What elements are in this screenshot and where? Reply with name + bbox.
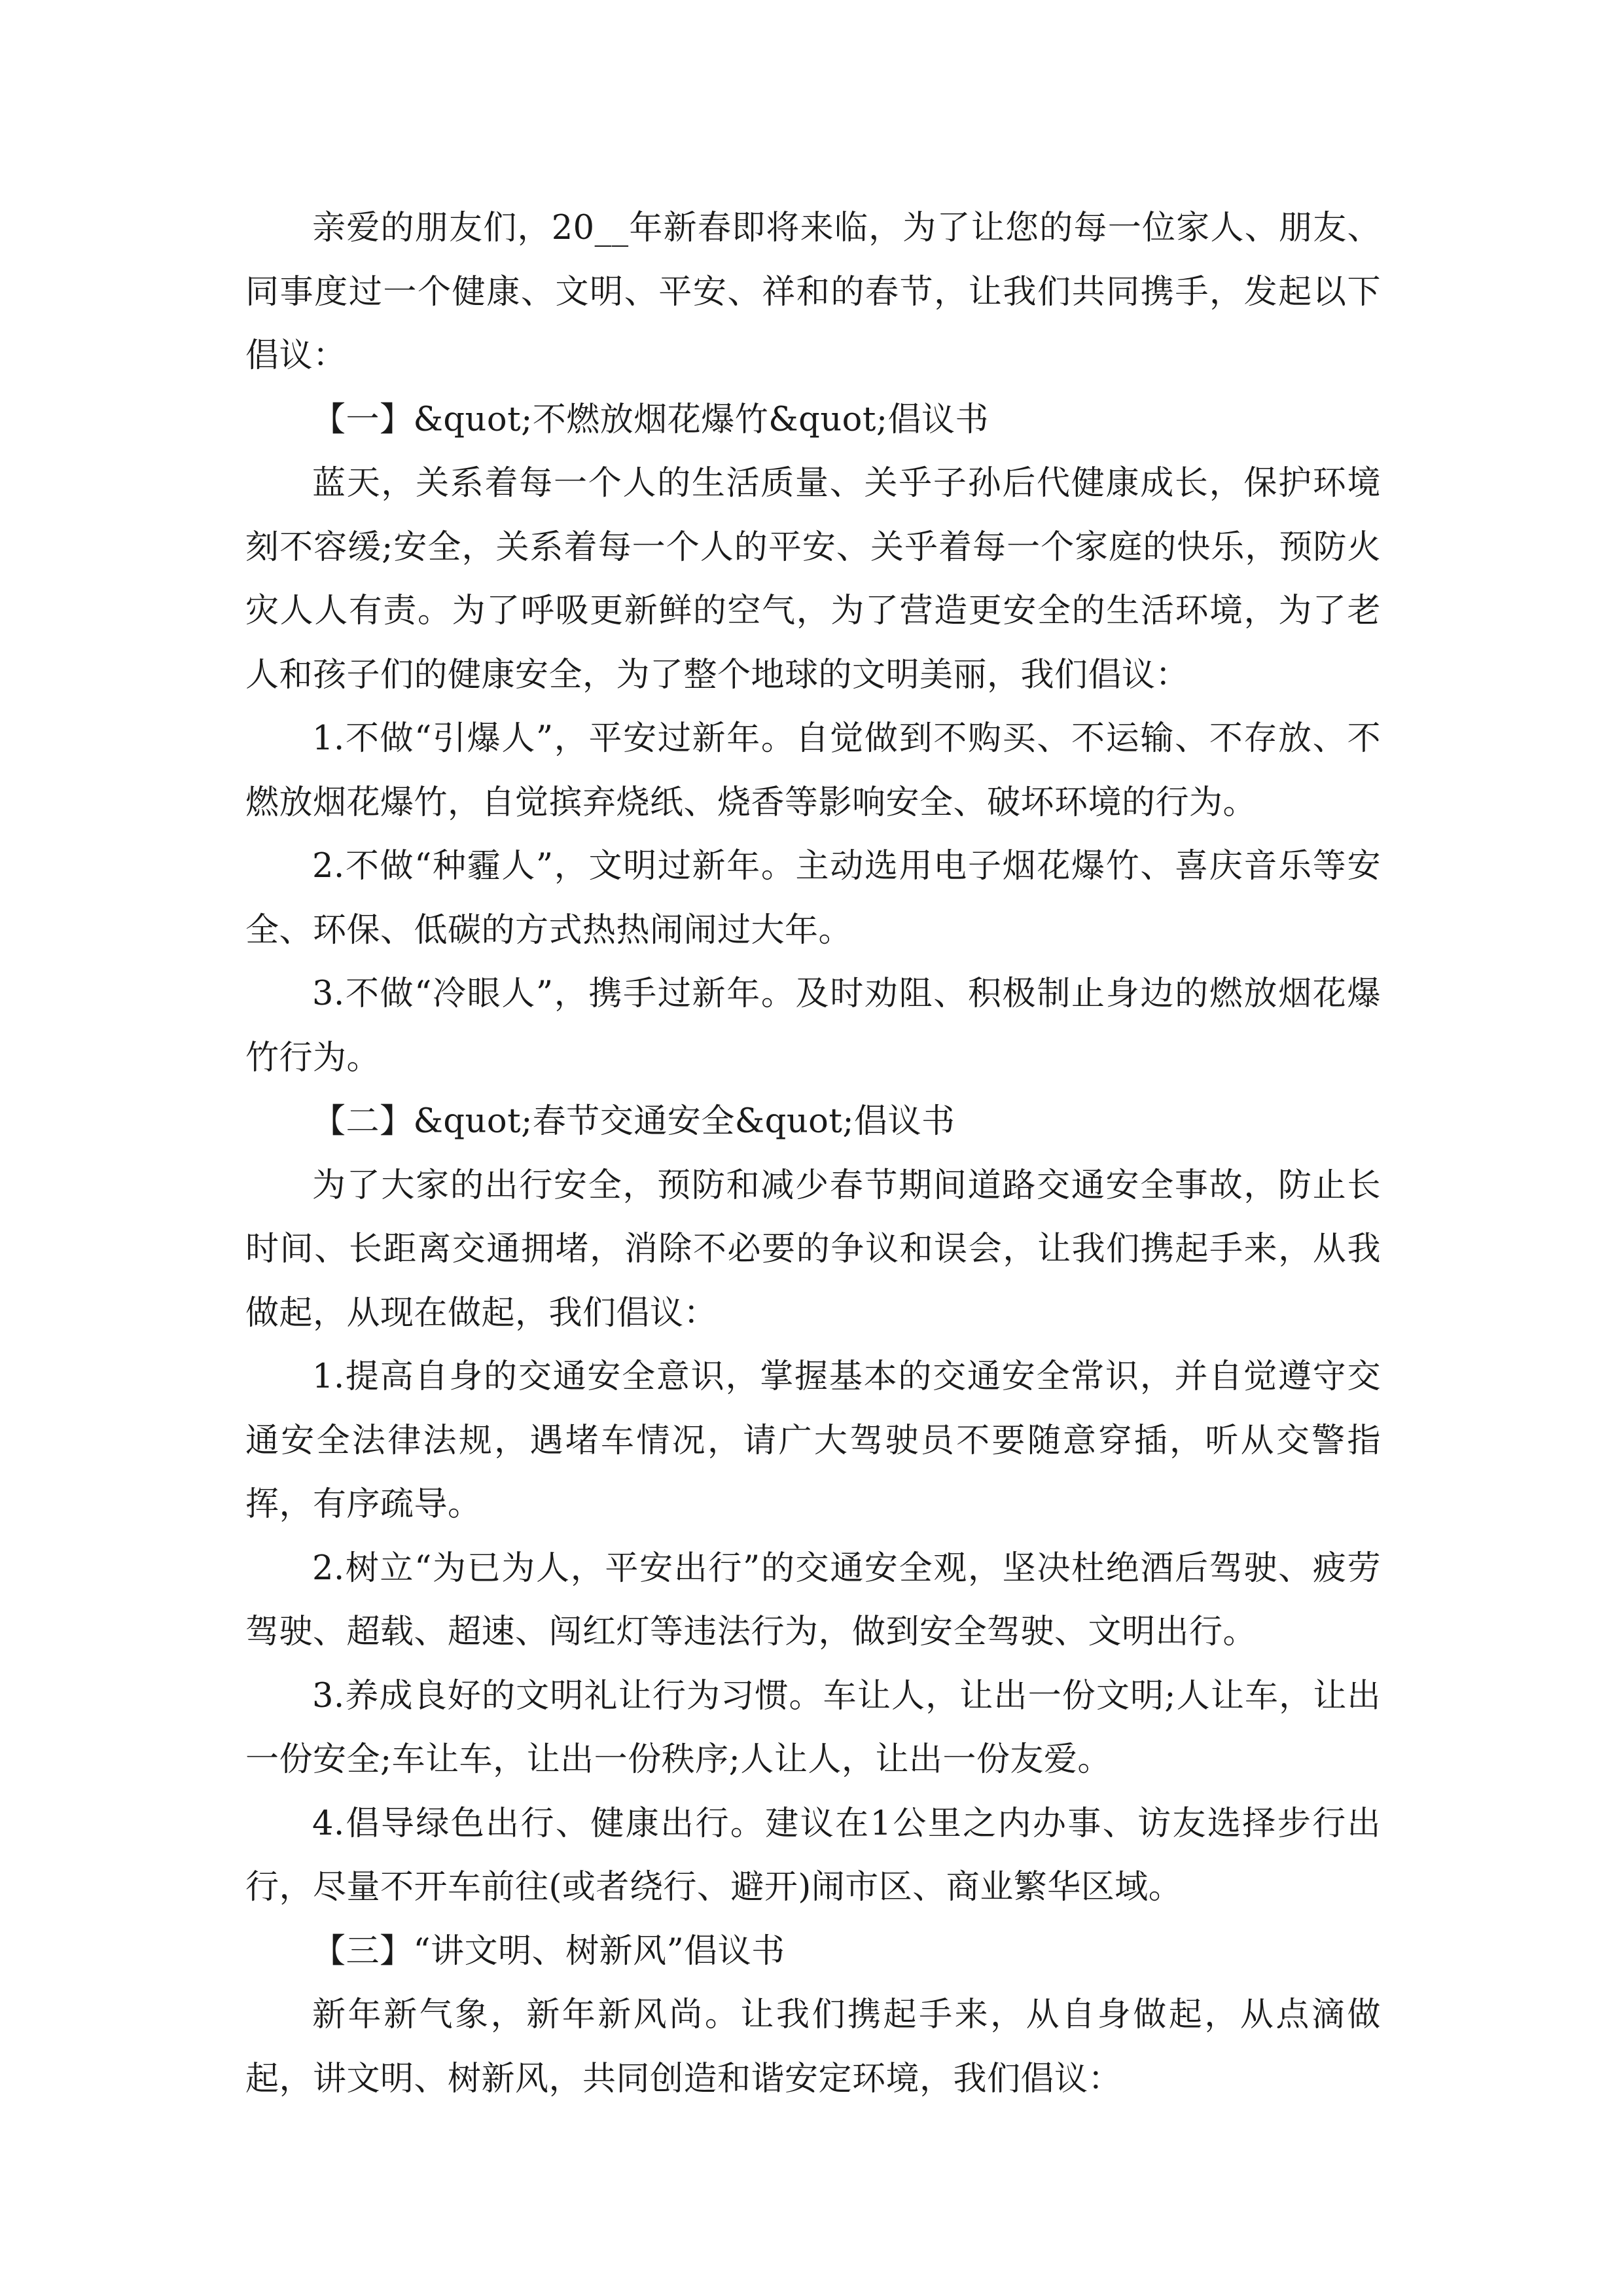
intro-paragraph: 亲爱的朋友们，20__年新春即将来临，为了让您的每一位家人、朋友、同事度过一个健康、文明、平安、祥和的春节，让我们共同携手，发起以下倡议： <box>245 209 1381 375</box>
section-2-item-3: 3.养成良好的文明礼让行为习惯。车让人，让出一份文明;人让车，让出一份安全;车让车，让出一份秩序;人让人，让出一份友爱。 <box>245 1676 1381 1779</box>
section-heading-1: 【一】&quot;不燃放烟花爆竹&quot;倡议书 <box>312 400 990 439</box>
section-2-item-1: 1.提高自身的交通安全意识，掌握基本的交通安全常识，并自觉遵守交通安全法律法规，遇堵车情况，请广大驾驶员不要随意穿插，听从交警指挥，有序疏导。 <box>245 1357 1381 1524</box>
section-2-item-4: 4.倡导绿色出行、健康出行。建议在1公里之内办事、访友选择步行出行，尽量不开车前往(或者绕行、避开)闹市区、商业繁华区域。 <box>245 1804 1381 1907</box>
section-1-intro: 蓝天，关系着每一个人的生活质量、关乎子孙后代健康成长，保护环境刻不容缓;安全，关系着每一个人的平安、关乎着每一个家庭的快乐，预防火灾人人有责。为了呼吸更新鲜的空气，为了营造更安全的生活环境，为了老人和孩子们的健康安全，为了整个地球的文明美丽，我们倡议： <box>245 464 1381 694</box>
section-heading-3: 【三】“讲文明、树新风”倡议书 <box>312 1931 785 1971</box>
section-heading-2: 【二】&quot;春节交通安全&quot;倡议书 <box>312 1102 955 1141</box>
section-1-item-1: 1.不做“引爆人”，平安过新年。自觉做到不购买、不运输、不存放、不燃放烟花爆竹，自觉摈弃烧纸、烧香等影响安全、破坏环境的行为。 <box>245 719 1381 822</box>
section-3-intro: 新年新气象，新年新风尚。让我们携起手来，从自身做起，从点滴做起，讲文明、树新风，共同创造和谐安定环境，我们倡议： <box>245 1996 1381 2098</box>
section-2-intro: 为了大家的出行安全，预防和减少春节期间道路交通安全事故，防止长时间、长距离交通拥堵，消除不必要的争议和误会，让我们携起手来，从我做起，从现在做起，我们倡议： <box>245 1166 1381 1333</box>
section-1-item-2: 2.不做“种霾人”，文明过新年。主动选用电子烟花爆竹、喜庆音乐等安全、环保、低碳的方式热热闹闹过大年。 <box>245 847 1381 950</box>
section-2-item-2: 2.树立“为已为人，平安出行”的交通安全观，坚决杜绝酒后驾驶、疲劳驾驶、超载、超速、闯红灯等违法行为，做到安全驾驶、文明出行。 <box>245 1549 1381 1651</box>
document-page <box>245 196 1381 2111</box>
section-1-item-3: 3.不做“冷眼人”，携手过新年。及时劝阻、积极制止身边的燃放烟花爆竹行为。 <box>245 975 1381 1077</box>
